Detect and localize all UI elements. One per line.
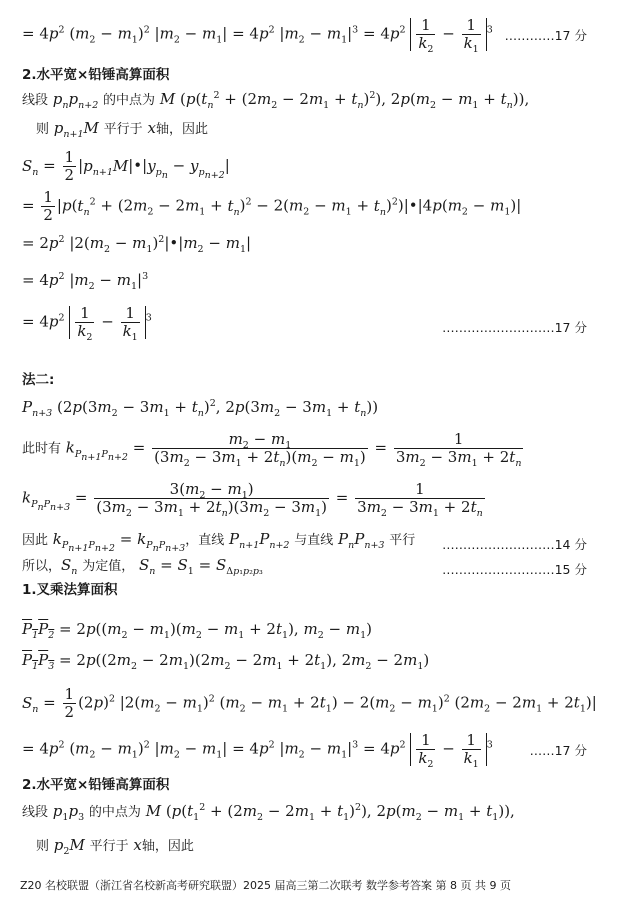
text-fragment: 因此: [22, 533, 49, 548]
equation-line: 因此 $k_{P_{n+1}P_{n+2}} = k_{P_nP_{n+3}}$，直线 $P_{n+1}P_{n+2}$ 与直线 $P_nP_{n+3}$ 平行: [22, 530, 416, 554]
text-fragment: 所以，: [22, 559, 62, 574]
section-heading: 法二:: [22, 372, 55, 388]
equation-line: = $4p^2$ $\frac{1}{k_2}$ − $\frac{1}{k_1}$ $^3$: [22, 304, 152, 343]
equation-line: = $4p^2$ $(m_2 - m_1)^2$ $|m_2 - m_1| = 4p^2$ $|m_2 - m_1|^3 = 4p^2$ $\frac{1}{k_2}$ − $\frac{1}{k_1}$ $^3$: [22, 16, 493, 55]
text-fragment: 轴，因此: [155, 122, 208, 137]
equation-line: $P_1P_3 = 2p((2m_2 - 2m_1)(2m_2 - 2m_1 + 2t_1)$, $2m_2 - 2m_1$): [22, 651, 430, 672]
text-fragment: 线段: [22, 93, 49, 108]
text-fragment: 线段: [22, 805, 49, 820]
section-heading: 1.叉乘法算面积: [22, 582, 118, 598]
section-heading: 2.水平宽×铅锤高算面积: [22, 67, 170, 83]
section-heading: 2.水平宽×铅锤高算面积: [22, 777, 170, 793]
equation-line: 所以，$S_n$ 为定值， $S_n = S_1 = S_{\Delta p_1p_2p_3}$: [22, 556, 263, 577]
text-fragment: 此时有: [22, 441, 62, 457]
equation-line: 线段 $p_np_{n+2}$ 的中点为 M ($p(t_n^2 + (2m_2 - 2m_1 + t_n)^2)$, $2p(m_2 - m_1 + t_n)$),: [22, 90, 530, 111]
equation-line: $P_1P_2 = 2p((m_2 - m_1)(m_2 - m_1 + 2t_1)$, $m_2 - m_1$): [22, 620, 372, 641]
text-fragment: 为定值，: [82, 559, 135, 574]
score-label: …………17 分: [504, 28, 587, 43]
equation-line: 线段 $p_1p_3$ 的中点为 M ($p(t_1^2 + (2m_2 - 2m_1 + t_1)^2)$, $2p(m_2 - m_1 + t_1)$),: [22, 802, 515, 823]
score-label: ……17 分: [529, 743, 587, 758]
equation-line: = $\frac{1}{2}$ $|p(t_n^2 + (2m_2 - 2m_1 + t_n)^2 - 2(m_2 - m_1$ + $t_n)^2)|•|4p(m_2 - m_1)|$: [22, 188, 522, 224]
score-label: ………………………15 分: [442, 562, 587, 577]
equation-line: $k_{P_nP_{n+3}}$ = $\frac{3(m_2 - m_1)}{(3m_2 - 3m_1 + 2t_n)(3m_2 - 3m_1)}$ = $\frac{1}{3m_2 - 3m_1 + 2t_n}$: [22, 480, 483, 519]
text-fragment: 与直线: [294, 533, 334, 548]
text-fragment: 平行于: [103, 122, 143, 137]
equation-line: 此时有 $k_{P_{n+1}P_{n+2}}$ = $\frac{m_2 - m_1}{(3m_2 - 3m_1 + 2t_n)(m_2 - m_1)}$ = $\frac{1}{3m_2 - 3m_1 + 2t_n}$: [22, 430, 522, 469]
equation-line: = $2p^2$ $|2(m_2$ − $m_1)^2|•|m_2 - m_1|$: [22, 234, 252, 255]
equation-line: $S_n$ = $\frac{1}{2}$ $|p_{n+1}M|•|y_{p_n} - y_{p_{n+2}}|$: [22, 148, 230, 184]
equation-line: $S_n$ = $\frac{1}{2}$ $(2p)^2$ $|2(m_2 - m_1)^2$ $(m_2 - m_1 + 2t_1) - 2(m_2 - m_1)^2$ $(2m_2 - 2m_1 + 2t_1)|$: [22, 685, 597, 721]
score-label: ………………………14 分: [442, 537, 587, 552]
text-fragment: x: [147, 119, 156, 137]
equation-line: = $4p^2$ $|m_2 - m_1|^3$: [22, 271, 149, 292]
page-footer: Z20 名校联盟（浙江省名校新高考研究联盟）2025 届高三第二次联考 数学参考答案 第 8 页 共 9 页: [20, 879, 511, 892]
text-fragment: 的中点为: [103, 93, 156, 108]
text-fragment: ，直线: [185, 533, 225, 548]
text-fragment: 平行: [389, 533, 416, 548]
text-fragment: 平行于: [89, 839, 129, 854]
equation-line: $P_{n+3}$ ($2p(3m_2 - 3m_1 + t_n)^2$, $2p(3m_2 - 3m_1 + t_n)$): [22, 398, 379, 419]
score-label: ………………………17 分: [442, 320, 587, 335]
text-fragment: 则: [36, 122, 50, 137]
text-fragment: 则: [36, 839, 50, 854]
text-fragment: 轴，因此: [141, 839, 194, 854]
equation-line: 则 $p_2M$ 平行于 x轴，因此: [36, 836, 194, 857]
equation-line: 则 $p_{n+1}M$ 平行于 x轴，因此: [36, 119, 208, 140]
equation-line: = $4p^2$ $(m_2 - m_1)^2$ $|m_2 - m_1| = 4p^2$ $|m_2 - m_1|^3 = 4p^2$ $\frac{1}{k_2}$ − $\frac{1}{k_1}$ $^3$: [22, 731, 493, 770]
text-fragment: x: [133, 836, 142, 854]
text-fragment: 的中点为: [88, 805, 141, 820]
